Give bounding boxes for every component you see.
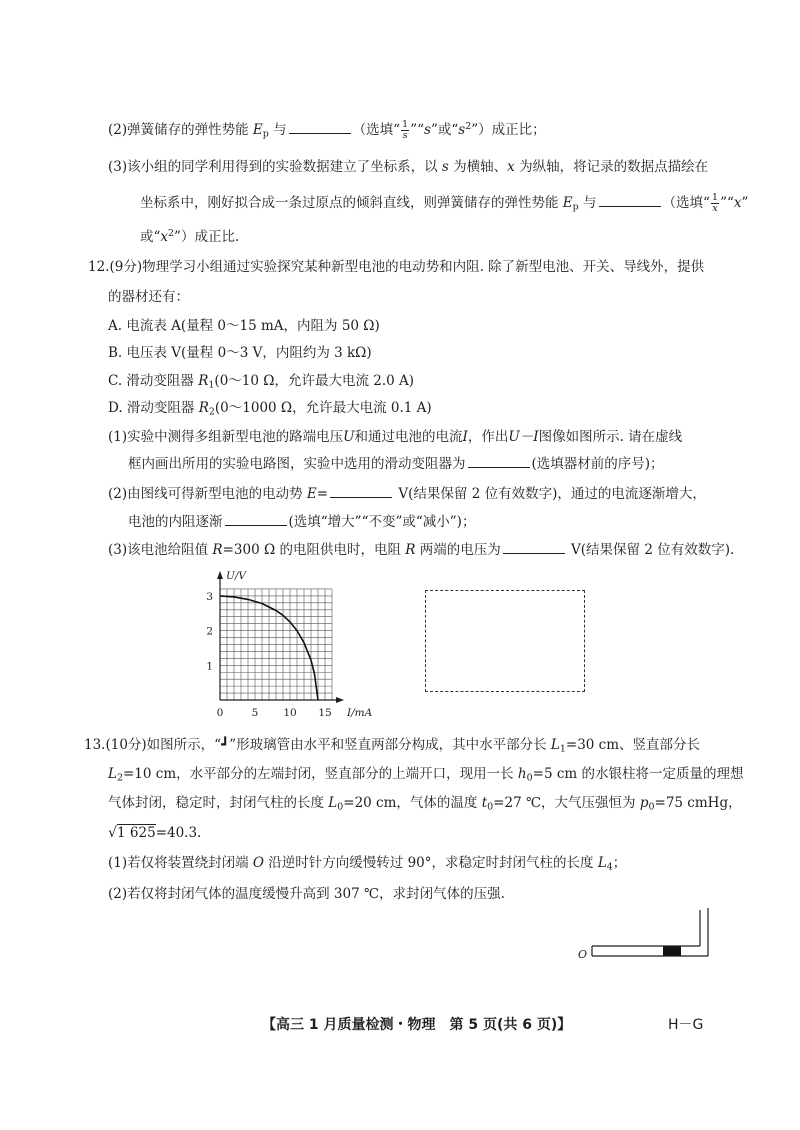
fraction-numerator: 1: [402, 119, 409, 130]
math-variable: h: [517, 766, 527, 782]
math-variable: R: [198, 373, 209, 389]
x-tick-label: 0: [216, 707, 224, 719]
superscript: 2: [465, 121, 472, 133]
subscript: 0: [526, 772, 533, 784]
text-run: B. 电压表 V(量程 0～3 V，内阻约为 3 kΩ): [108, 345, 372, 361]
text-run: ，作出: [467, 429, 509, 445]
fraction: [401, 120, 409, 141]
q11-part2-line: [108, 120, 546, 140]
q13-sqrt-hint: [108, 823, 201, 843]
subscript: 1: [208, 379, 215, 391]
y-tick-label: 2: [206, 625, 213, 638]
q12-part1-line: [108, 427, 682, 447]
text-run: (1)若仅将装置绕封闭端: [108, 855, 253, 871]
mercury-column: [663, 947, 681, 956]
q12-option-c: [108, 371, 414, 391]
q13-stem-line: [108, 764, 744, 784]
text-run: 沿逆时针方向缓慢转过 90°，求稳定时封闭气柱的长度: [264, 855, 598, 871]
x-axis-arrow: [336, 697, 344, 703]
math-variable: R: [198, 400, 209, 416]
math-variable: s: [424, 122, 431, 139]
math-variable: L: [328, 795, 338, 811]
fraction-denominator: x: [712, 203, 718, 215]
text-run: ”）成正比；: [471, 122, 546, 139]
text-run: (0～1000 Ω，允许最大电流 0.1 A): [214, 400, 432, 416]
subscript: 0: [648, 801, 655, 813]
x-tick-label: 5: [251, 707, 259, 719]
text-run: D. 滑动变阻器: [108, 400, 199, 416]
text-run: 的器材还有：: [108, 289, 189, 305]
q12-option-b: [108, 343, 372, 363]
text-run: ”）成正比.: [174, 229, 240, 245]
fraction-denominator: s: [402, 130, 408, 142]
text-run: 气体封闭，稳定时，封闭气柱的长度: [108, 795, 329, 811]
math-variable: x: [733, 195, 742, 212]
subscript: 1: [559, 743, 566, 755]
text-run: (2)弹簧储存的弹性势能: [108, 122, 253, 139]
text-run: =300 Ω 的电阻供电时，电阻: [222, 542, 406, 558]
text-run: 为横轴、: [448, 159, 508, 175]
q12-stem-line: [88, 257, 704, 277]
text-run: A. 电流表 A(量程 0～15 mA，内阻为 50 Ω): [108, 318, 380, 334]
y-axis-label: U/V: [226, 570, 246, 582]
text-run: =30 cm、竖直部分长: [565, 737, 701, 753]
q12-option-a: [108, 316, 380, 336]
math-variable: L: [108, 766, 117, 782]
text-run: ”或“: [430, 122, 459, 139]
text-run: ”“: [410, 122, 425, 139]
text-run: 和通过电池的电流: [354, 429, 463, 445]
circuit-drawing-box: [425, 590, 585, 692]
x-tick-label: 15: [318, 707, 332, 719]
answer-blank: [289, 121, 351, 134]
radical-sign: √: [108, 825, 118, 841]
q13-stem-line: [108, 793, 742, 813]
text-run: 为纵轴，将记录的数据点描绘在: [514, 159, 709, 175]
subscript: p: [572, 201, 579, 213]
text-run: =5 cm 的水银柱将一定质量的理想: [532, 766, 744, 782]
x-axis-label: I/mA: [347, 707, 373, 719]
q12-stem-line: [108, 287, 189, 307]
q12-option-d: [108, 398, 432, 418]
text-run: V(结果保留 2 位有效数字)，通过的电流逐渐增大，: [394, 486, 706, 502]
q13-part2-line: [108, 884, 505, 904]
page-footer-code: H－G: [668, 1017, 704, 1033]
y-axis-arrow: [217, 571, 223, 579]
fraction: [711, 193, 719, 214]
math-variable: R: [212, 542, 223, 558]
math-variable: E: [306, 486, 317, 502]
text-run: （选填“: [662, 195, 710, 212]
math-variable: p: [639, 795, 649, 811]
q13-stem-line: [84, 735, 700, 755]
page-footer-title: 【高三 1 月质量检测・物理 第 5 页(共 6 页)】: [262, 1017, 572, 1033]
text-run: ”: [741, 195, 749, 212]
math-variable: U: [343, 429, 355, 445]
math-variable: x: [160, 229, 169, 245]
u-i-graph: [195, 565, 385, 723]
q12-part2-line: [128, 512, 475, 532]
q11-part3-line: [108, 157, 708, 177]
q12-part1-line: [128, 454, 664, 474]
text-run: 12.(9分)物理学习小组通过实验探究某种新型电池的电动势和内阻. 除了新型电池、开关、导线外，提供: [88, 259, 705, 275]
text-run: 框内画出所用的实验电路图，实验中选用的滑动变阻器为: [128, 456, 466, 472]
fraction-numerator: 1: [711, 192, 719, 203]
answer-blank: [468, 455, 530, 468]
text-run: (3)该小组的同学利用得到的实验数据建立了坐标系，以: [108, 159, 442, 175]
math-variable: s: [458, 122, 466, 139]
answer-blank: [503, 541, 565, 554]
math-variable: O: [252, 855, 264, 871]
text-run: (2)若仅将封闭气体的温度缓慢升高到 307 ℃，求封闭气体的压强.: [108, 886, 505, 902]
answer-blank: [599, 194, 661, 207]
text-run: (选填“增大”“不变”或“减小”)；: [288, 514, 476, 530]
text-run: 与: [268, 122, 287, 139]
text-run: =27 ℃，大气压强恒为: [493, 795, 640, 811]
subscript: 4: [606, 861, 613, 873]
text-run: =10 cm，水平部分的左端封闭，竖直部分的上端开口，现用一长: [122, 766, 518, 782]
math-variable: E: [562, 195, 573, 212]
text-run: 或“: [140, 229, 161, 245]
subscript: 0: [337, 801, 344, 813]
math-variable: U－I: [508, 429, 539, 445]
text-run: ；: [612, 855, 627, 871]
math-variable: t: [481, 795, 488, 811]
superscript: 2: [168, 227, 175, 239]
text-run: （选填“: [352, 122, 401, 139]
text-run: 与: [578, 195, 597, 212]
text-run: =75 cmHg，: [654, 795, 742, 811]
y-tick-label: 1: [206, 660, 213, 673]
text-run: 图像如图所示. 请在虚线: [538, 429, 683, 445]
answer-blank: [225, 513, 287, 526]
math-variable: I: [462, 429, 468, 445]
text-run: (0～10 Ω，允许最大电流 2.0 A): [214, 373, 415, 389]
text-run: 坐标系中，刚好拟合成一条过原点的倾斜直线，则弹簧储存的弹性势能: [140, 195, 563, 212]
radicand: 1 625: [117, 825, 156, 841]
glass-tube-figure: [570, 900, 720, 966]
text-run: =20 cm，气体的温度: [343, 795, 482, 811]
q12-part2-line: [108, 484, 706, 504]
text-run: =: [316, 486, 329, 502]
text-run: 13.(10分)如图所示，“┛”形玻璃管由水平和竖直两部分构成，其中水平部分长: [84, 737, 551, 753]
text-run: (3)该电池给阻值: [108, 542, 213, 558]
q11-part3-line: [140, 227, 239, 247]
math-variable: L: [550, 737, 560, 753]
text-run: 电池的内阻逐渐: [128, 514, 223, 530]
q13-part1-line: [108, 853, 626, 873]
text-run: ”“: [720, 195, 734, 212]
subscript: 2: [116, 772, 123, 784]
q12-part3-line: [108, 540, 734, 560]
subscript: 2: [208, 406, 215, 418]
subscript: p: [262, 128, 269, 140]
closed-end-label: O: [578, 948, 588, 961]
q11-part3-line: [140, 193, 748, 213]
text-run: C. 滑动变阻器: [108, 373, 199, 389]
text-run: 两端的电压为: [415, 542, 501, 558]
math-variable: s: [441, 159, 449, 175]
text-run: (1)实验中测得多组新型电池的路端电压: [108, 429, 344, 445]
math-variable: E: [252, 122, 263, 139]
text-run: (选填器材前的序号)；: [531, 456, 664, 472]
text-run: =40.3.: [155, 825, 202, 841]
text-run: (2)由图线可得新型电池的电动势: [108, 486, 307, 502]
text-run: V(结果保留 2 位有效数字).: [566, 542, 735, 558]
math-variable: R: [405, 542, 416, 558]
answer-blank: [330, 485, 392, 498]
math-variable: x: [507, 159, 515, 175]
x-tick-label: 10: [283, 707, 297, 719]
math-variable: L: [597, 855, 607, 871]
y-tick-label: 3: [206, 590, 213, 603]
subscript: 0: [487, 801, 494, 813]
